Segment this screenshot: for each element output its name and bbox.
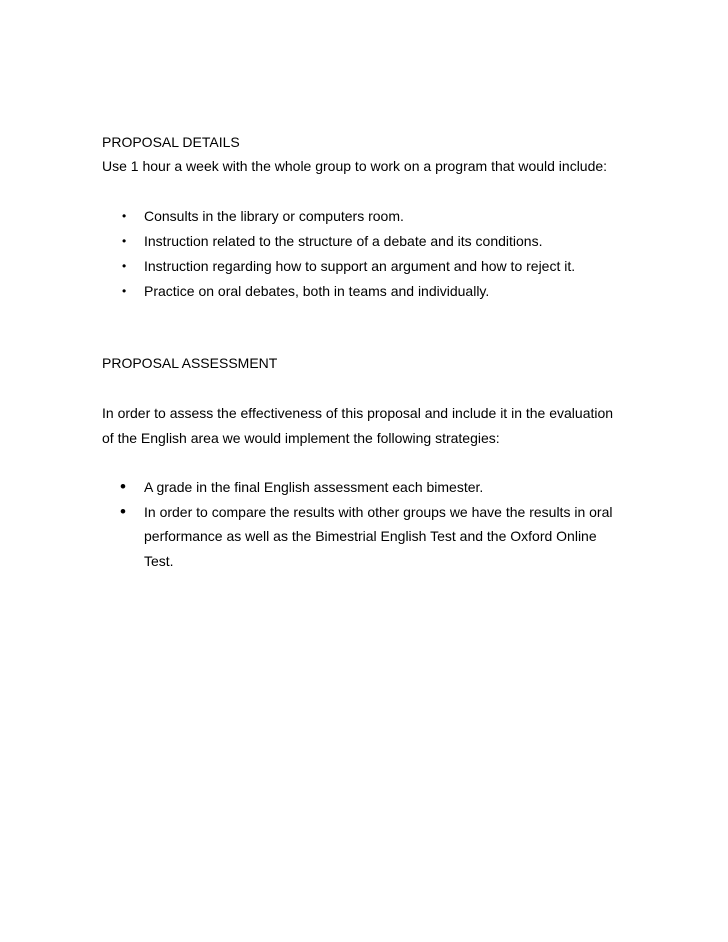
list-item-text: Consults in the library or computers room.: [144, 208, 404, 224]
list-item-text-line-3: Test.: [144, 553, 174, 569]
list-item-text-line-2: performance as well as the Bimestrial English Test and the Oxford Online: [144, 528, 597, 544]
list-item-text: Practice on oral debates, both in teams and individually.: [144, 283, 490, 299]
bullet-icon: •: [122, 284, 127, 298]
proposal-details-heading: PROPOSAL DETAILS: [102, 134, 240, 150]
bullet-icon: •: [120, 502, 126, 521]
proposal-details-intro: Use 1 hour a week with the whole group to work on a program that would include:: [102, 158, 608, 174]
bullet-icon: •: [122, 209, 127, 223]
bullet-icon: •: [120, 477, 126, 496]
proposal-assessment-heading: PROPOSAL ASSESSMENT: [102, 355, 278, 371]
list-item-text: Instruction regarding how to support an argument and how to reject it.: [144, 258, 576, 274]
bullet-icon: •: [122, 234, 127, 248]
list-item-text-line-1: In order to compare the results with other groups we have the results in oral: [144, 504, 613, 520]
list-item-text: A grade in the final English assessment each bimester.: [144, 479, 484, 495]
bullet-icon: •: [122, 259, 127, 273]
proposal-assessment-intro-line-2: of the English area we would implement the following strategies:: [102, 430, 500, 446]
list-item-text: Instruction related to the structure of a debate and its conditions.: [144, 233, 543, 249]
proposal-assessment-intro-line-1: In order to assess the effectiveness of this proposal and include it in the evaluation: [102, 405, 614, 421]
